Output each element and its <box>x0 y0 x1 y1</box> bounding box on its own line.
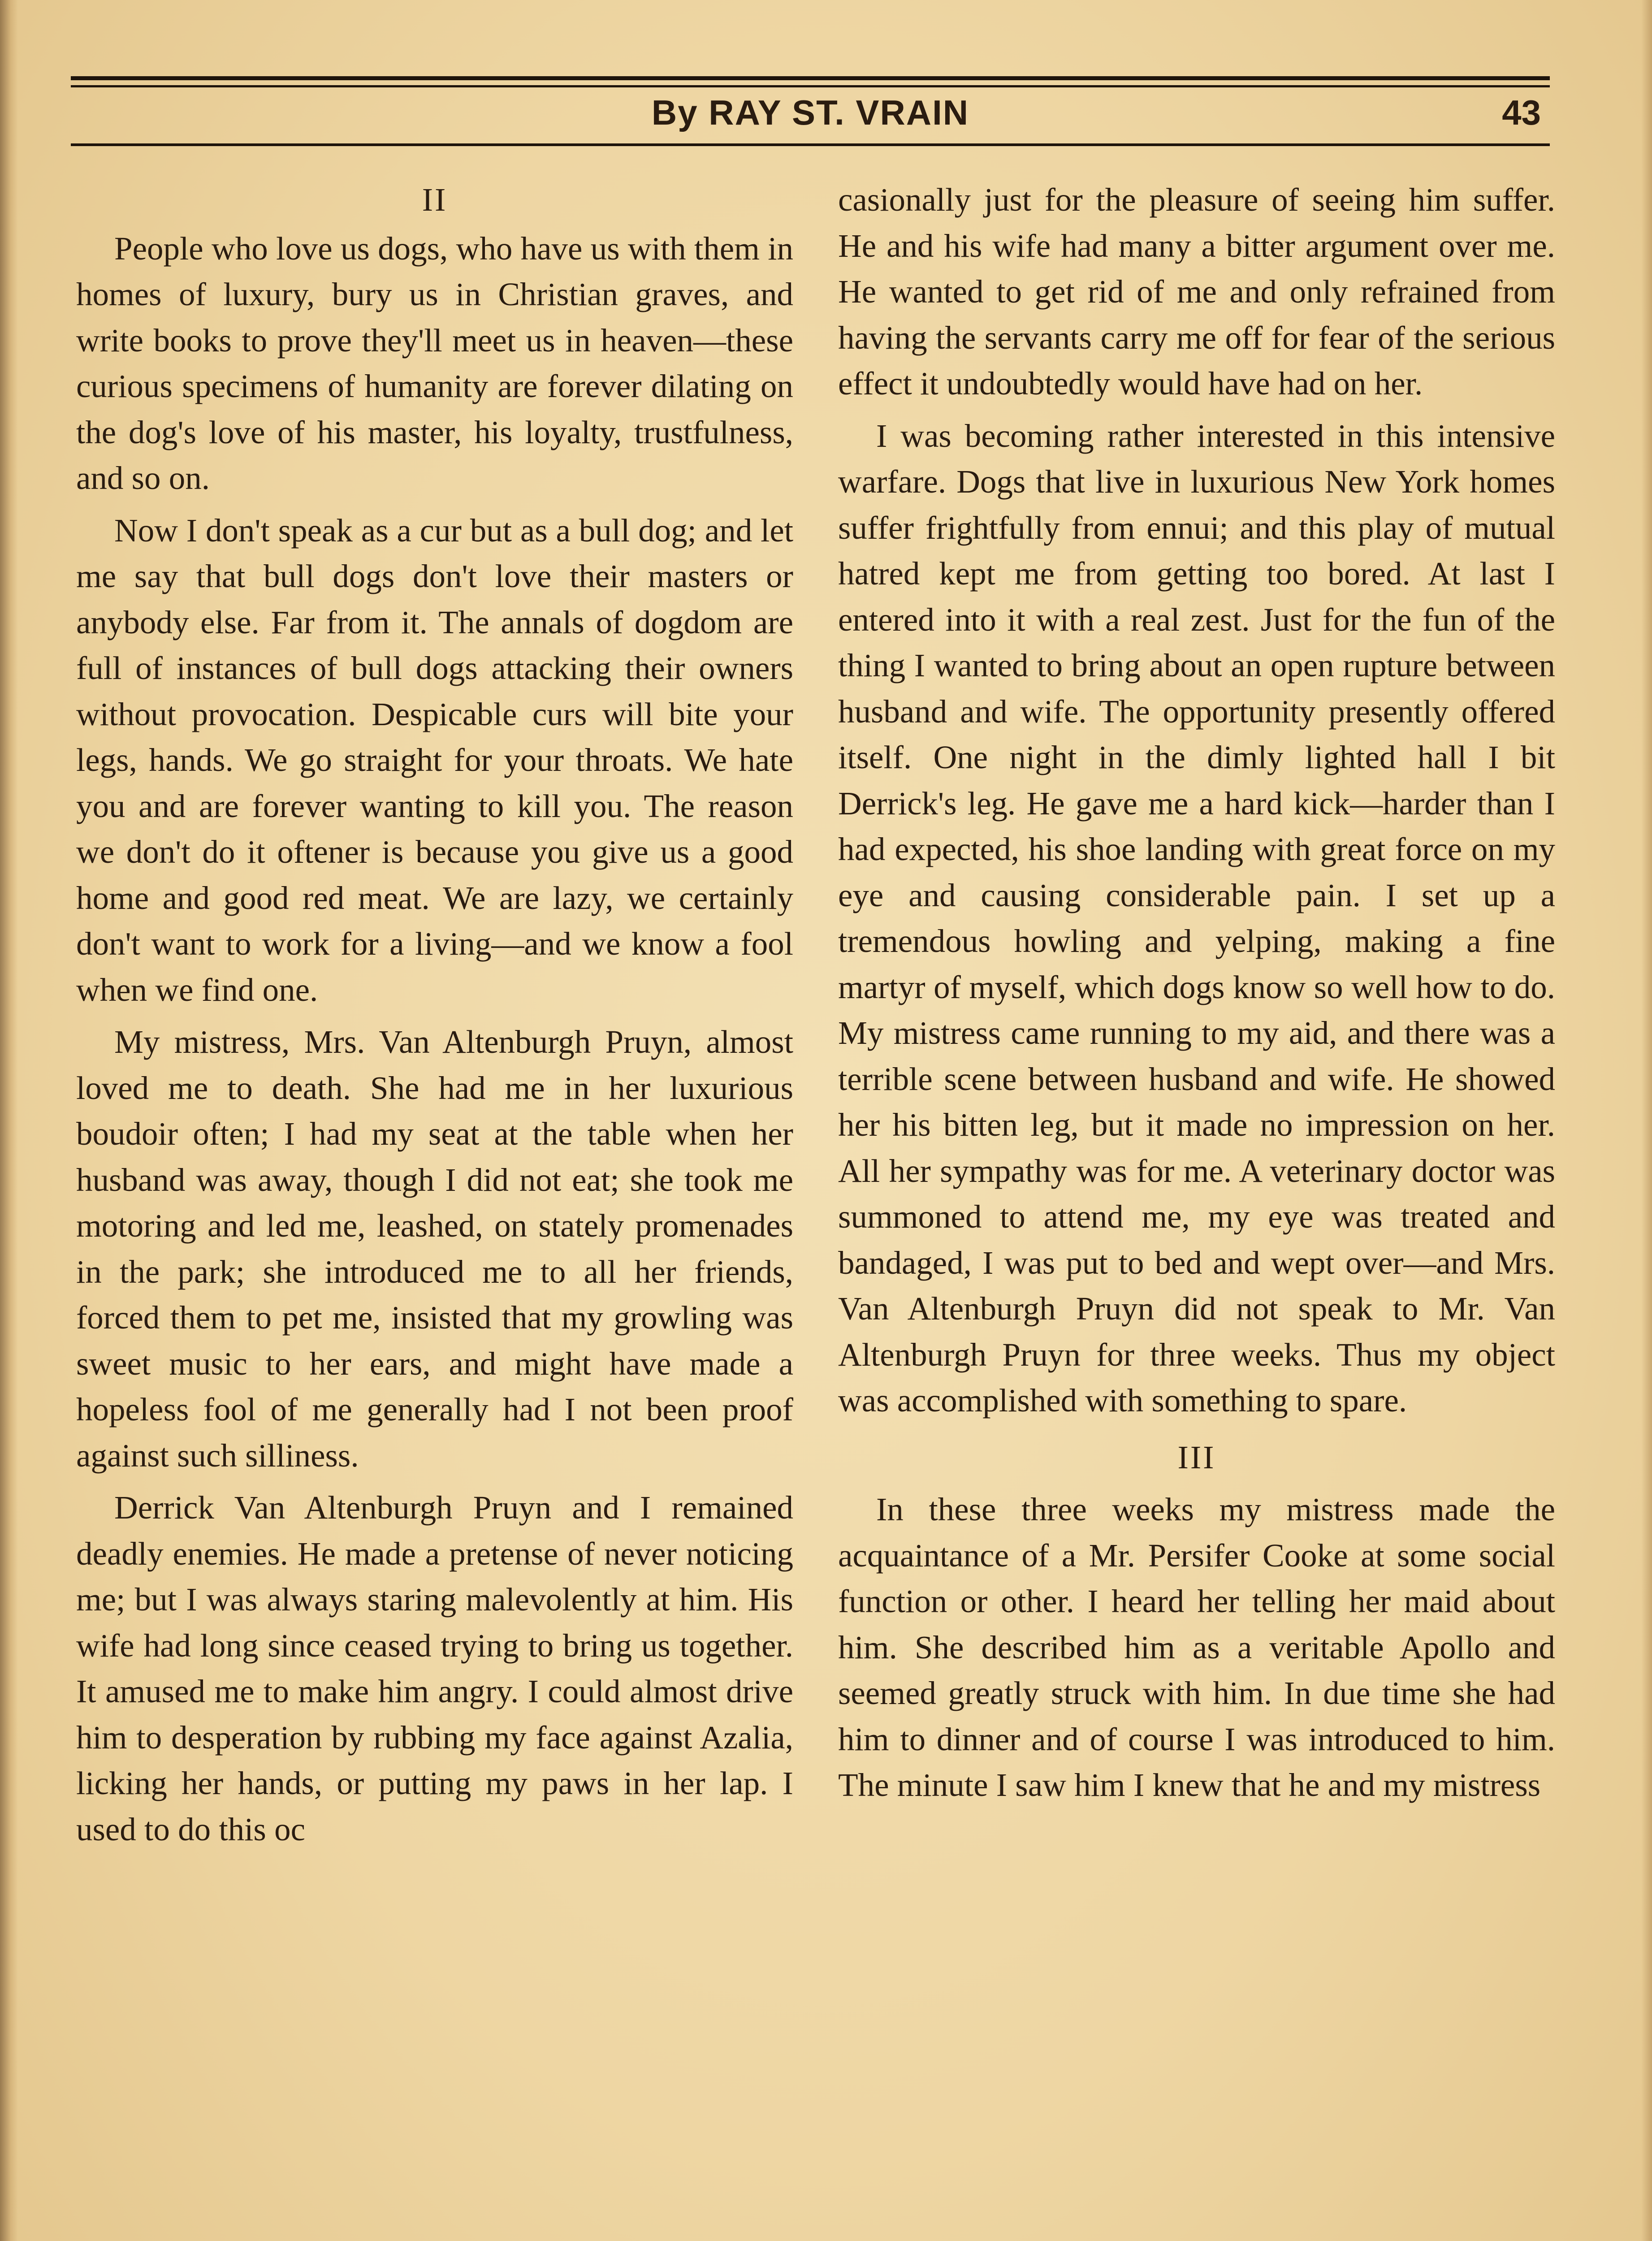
right-column <box>838 177 1555 1815</box>
author-byline: By RAY ST. VRAIN <box>651 93 969 132</box>
header-rule-bottom <box>71 143 1550 146</box>
header-rule-top-thin <box>71 85 1550 87</box>
paragraph: My mistress, Mrs. Van Altenburgh Pruyn, almost loved me to death. She had me in her luxurious boudoir often; I had my seat at the table when her husband was away, though I did not eat; she took me motoring and led me, leashed, on stately promenades in the park; she introduced me to all her friends, forced them to pet me, insisted that my growling was sweet music to her ears, and might have made a hopeless fool of me generally had I not been proof against such silliness. <box>76 1024 793 1474</box>
page-edge-right <box>1641 0 1652 2241</box>
paragraph-continuation: casionally just for the pleasure of seeing him suffer. He and his wife had many a bitter argument over me. He wanted to get rid of me and only refrained from having the servants carry me off for fear of the serious effect it undoubtedly would have had on her. <box>838 182 1555 402</box>
paragraph: I was becoming rather interested in this intensive warfare. Dogs that live in luxurious New York homes suffer frightfully from ennui; and this play of mutual hatred kept me from getting too bored. At last I entered into it with a real zest. Just for the fun of the thing I wanted to bring about an open rupture between husband and wife. The opportunity presently offered itself. One night in the dimly lighted hall I bit Derrick's leg. He gave me a hard kick—harder than I had expected, his shoe landing with great force on my eye and causing considerable pain. I set up a tremendous howling and yelping, making a fine martyr of myself, which dogs know so well how to do. My mistress came running to my aid, and there was a terrible scene between husband and wife. He showed her his bitten leg, but it made no impression on her. All her sympathy was for me. A veterinary doctor was summoned to attend me, my eye was treated and bandaged, I was put to bed and wept over—and Mrs. Van Altenburgh Pruyn did not speak to Mr. Van Altenburgh Pruyn for three weeks. Thus my object was accomplished with something to spare. <box>838 417 1555 1419</box>
paragraph: In these three weeks my mistress made the acquaintance of a Mr. Persifer Cooke at some social function or other. I heard her telling her maid about him. She described him as a veritable Apollo and seemed greatly struck with him. In due time she had him to dinner and of course I was introduced to him. The minute I saw him I knew that he and my mistress <box>838 1491 1555 1803</box>
section-heading-iii: III <box>1177 1439 1216 1475</box>
paragraph: Derrick Van Altenburgh Pruyn and I remained deadly enemies. He made a pretense of never noticing me; but I was always staring malevolently at him. His wife had long since ceased trying to bring us together. It amused me to make him angry. I could almost drive him to desperation by rubbing my face against Azalia, licking her hands, or putting my paws in her lap. I used to do this oc <box>76 1489 793 1847</box>
running-header <box>71 90 1550 139</box>
paragraph: People who love us dogs, who have us with them in homes of luxury, bury us in Christian graves, and write books to prove they'll meet us in heaven—these curious specimens of humanity are forever dilating on the dog's love of his master, his loyalty, trustfulness, and so on. <box>76 230 793 496</box>
page-number: 43 <box>1502 93 1541 132</box>
header-rule-top <box>71 76 1550 80</box>
left-column <box>76 177 793 1859</box>
paragraph: Now I don't speak as a cur but as a bull dog; and let me say that bull dogs don't love their masters or anybody else. Far from it. The annals of dogdom are full of instances of bull dogs attacking their owners without provocation. Despicable curs will bite your legs, hands. We go straight for your throats. We hate you and are forever wanting to kill you. The reason we don't do it oftener is because you give us a good home and good red meat. We are lazy, we certainly don't want to work for a living—and we know a fool when we find one. <box>76 512 793 1008</box>
section-heading-ii: II <box>422 182 448 218</box>
page-edge-left <box>0 0 18 2241</box>
